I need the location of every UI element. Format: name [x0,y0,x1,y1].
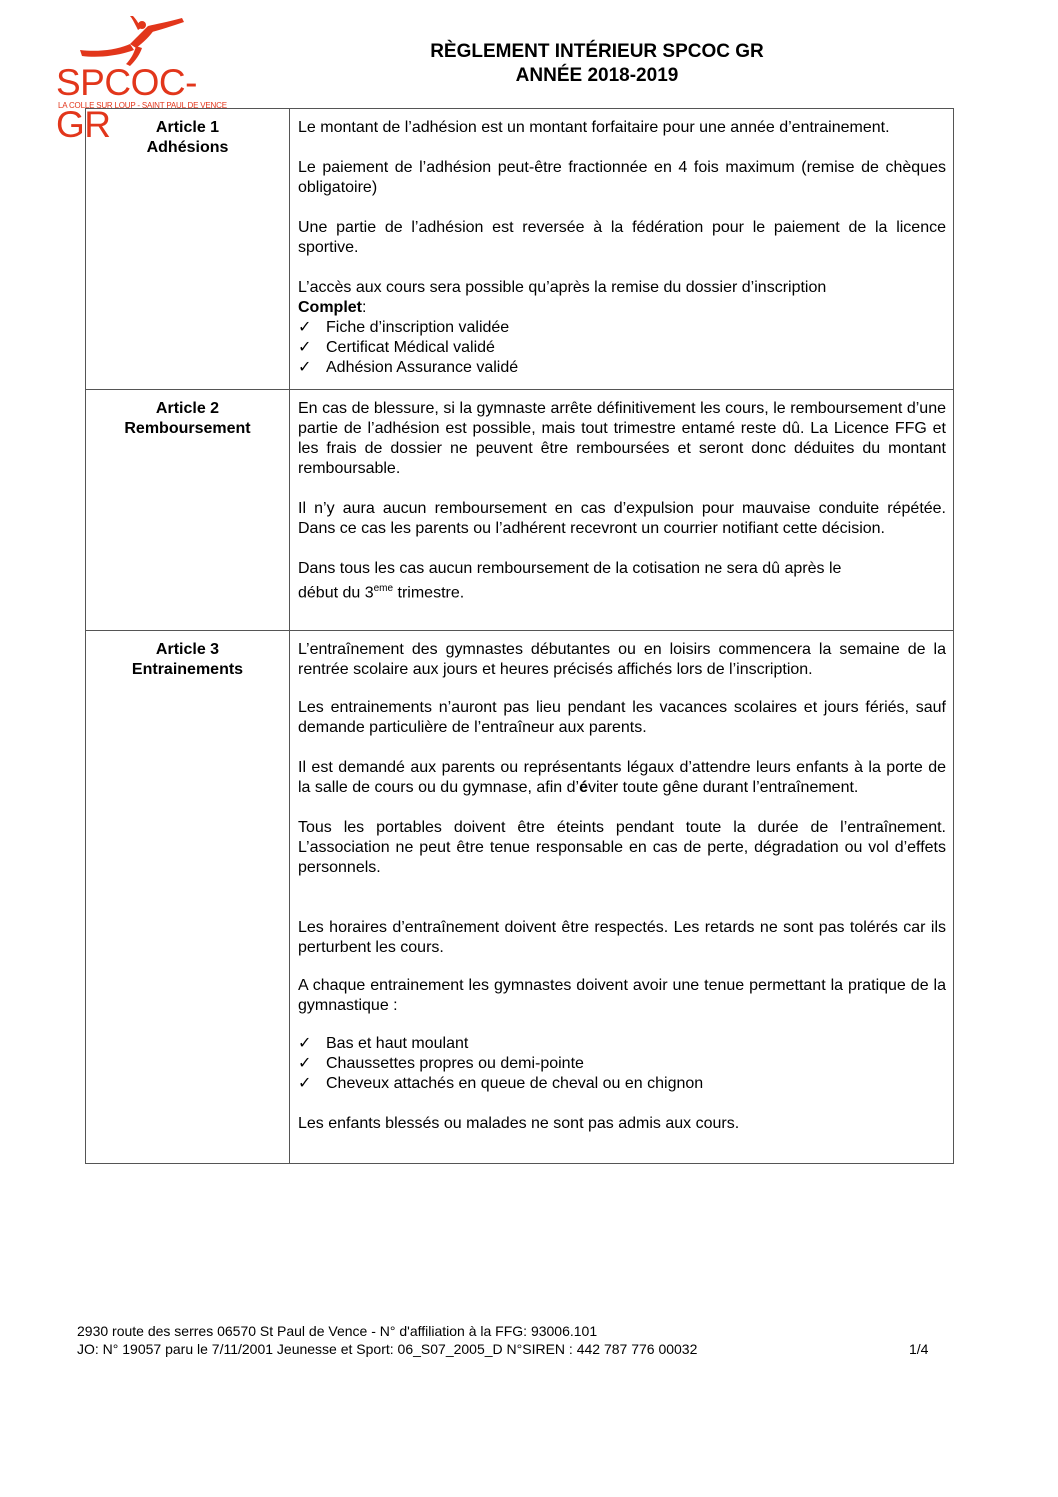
paragraph: Les enfants blessés ou malades ne sont pas admis aux cours. [298,1115,740,1132]
paragraph-text: Dans tous les cas aucun remboursement de la cotisation ne sera dû après le [298,560,842,577]
paragraph [298,278,946,318]
article-body-cell [290,109,954,390]
article-number: Article 2 [155,400,220,417]
article-label-cell [86,390,290,631]
article-body-cell [290,390,954,631]
bold-text: é [579,779,588,796]
paragraph: L’entraînement des gymnastes débutantes ou en loisirs commencera la semaine de la rentrée scolaire aux jours et heures précisés affichés lors de l’inscription. [298,641,946,678]
paragraph: Les entrainements n’auront pas lieu pendant les vacances scolaires et jours fériés, sauf demande particulière de l’entraîneur aux parents. [298,699,946,736]
paragraph: Les horaires d’entraînement doivent être respectés. Les retards ne sont pas tolérés car ils perturbent les cours. [298,919,946,956]
checkmark-icon: ✓ [298,1035,312,1052]
paragraph-text: viter toute gêne durant l’entraînement. [587,779,859,796]
checklist-item [298,338,946,358]
checkmark-icon: ✓ [298,339,312,356]
paragraph-text: : [362,299,367,316]
checklist-text: Adhésion Assurance validé [326,359,519,376]
page-subtitle-year: ANNÉE 2018-2019 [515,65,679,86]
checklist-text: Fiche d’inscription validée [326,319,510,336]
gymnast-icon [78,16,188,68]
checklist-text: Certificat Médical validé [326,339,495,356]
paragraph: Tous les portables doivent être éteints pendant toute la durée de l’entraînement. L’association ne peut être tenue responsable en cas de perte, dégradation ou vol d’effets personnels. [298,819,946,876]
paragraph: Le paiement de l’adhésion peut-être fractionnée en 4 fois maximum (remise de chèques obligatoire) [298,159,946,196]
rules-table [85,108,954,1164]
article-label-cell [86,109,290,390]
checklist-item [298,1074,946,1094]
checklist-item [298,358,946,378]
paragraph: A chaque entrainement les gymnastes doivent avoir une tenue permettant la pratique de la gymnastique : [298,977,946,1014]
page-title: RÈGLEMENT INTÉRIEUR SPCOC GR [430,41,764,62]
checklist-text: Bas et haut moulant [326,1035,469,1052]
checkmark-icon: ✓ [298,319,312,336]
article-label-cell [86,631,290,1164]
article-body-cell [290,631,954,1164]
logo-subtitle: LA COLLE SUR LOUP - SAINT PAUL DE VENCE [58,101,227,110]
footer-address: 2930 route des serres 06570 St Paul de Vence - N° d'affiliation à la FFG: 93006.101 [77,1323,598,1339]
article-number: Article 3 [155,641,220,658]
paragraph-text: Il est demandé aux parents ou représentants légaux d’attendre leurs enfants à la porte de la salle de cours ou du gymnase, afin d’ [298,759,946,796]
logo-name: SPCOC-GR [56,62,197,145]
article-title: Entrainements [131,661,244,678]
superscript: eme [373,583,394,594]
footer-registration: JO: N° 19057 paru le 7/11/2001 Jeunesse et Sport: 06_S07_2005_D N°SIREN : 442 787 776 00032 [77,1341,698,1357]
paragraph: Une partie de l’adhésion est reversée à la fédération pour le paiement de la licence sportive. [298,219,946,256]
checkmark-icon: ✓ [298,1055,312,1072]
article-row [86,109,954,390]
article-title: Remboursement [124,420,251,437]
paragraph: Le montant de l’adhésion est un montant forfaitaire pour une année d’entrainement. [298,119,890,136]
checklist-text: Chaussettes propres ou demi-pointe [326,1055,584,1072]
article-row [86,390,954,631]
paragraph-text: trimestre. [393,584,465,602]
checkmark-icon: ✓ [298,1075,312,1092]
page-number: 1/4 [909,1341,929,1357]
checklist-item [298,1054,946,1074]
paragraph [298,559,946,603]
article-row [86,631,954,1164]
checklist-item [298,318,946,338]
paragraph: En cas de blessure, si la gymnaste arrête définitivement les cours, le remboursement d’une partie de l’adhésion est possible, mais tout trimestre entamé reste dû. La Licence FFG et les frais de dossier ne peuvent être remboursées et seront donc déduites du montant remboursable. [298,400,946,477]
checklist-item [298,1034,946,1054]
paragraph-text: début du 3 [298,584,374,602]
bold-text: Complet [298,299,362,316]
article-title: Adhésions [146,139,229,156]
checklist-text: Cheveux attachés en queue de cheval ou en chignon [326,1075,704,1092]
paragraph: Il n’y aura aucun remboursement en cas d’expulsion pour mauvaise conduite répétée. Dans ce cas les parents ou l’adhérent recevront un courrier notifiant cette décision. [298,500,946,537]
paragraph [298,758,946,798]
checkmark-icon: ✓ [298,359,312,376]
paragraph-text: L’accès aux cours sera possible qu’après la remise du dossier d’inscription [298,279,827,296]
article-number: Article 1 [155,119,220,136]
